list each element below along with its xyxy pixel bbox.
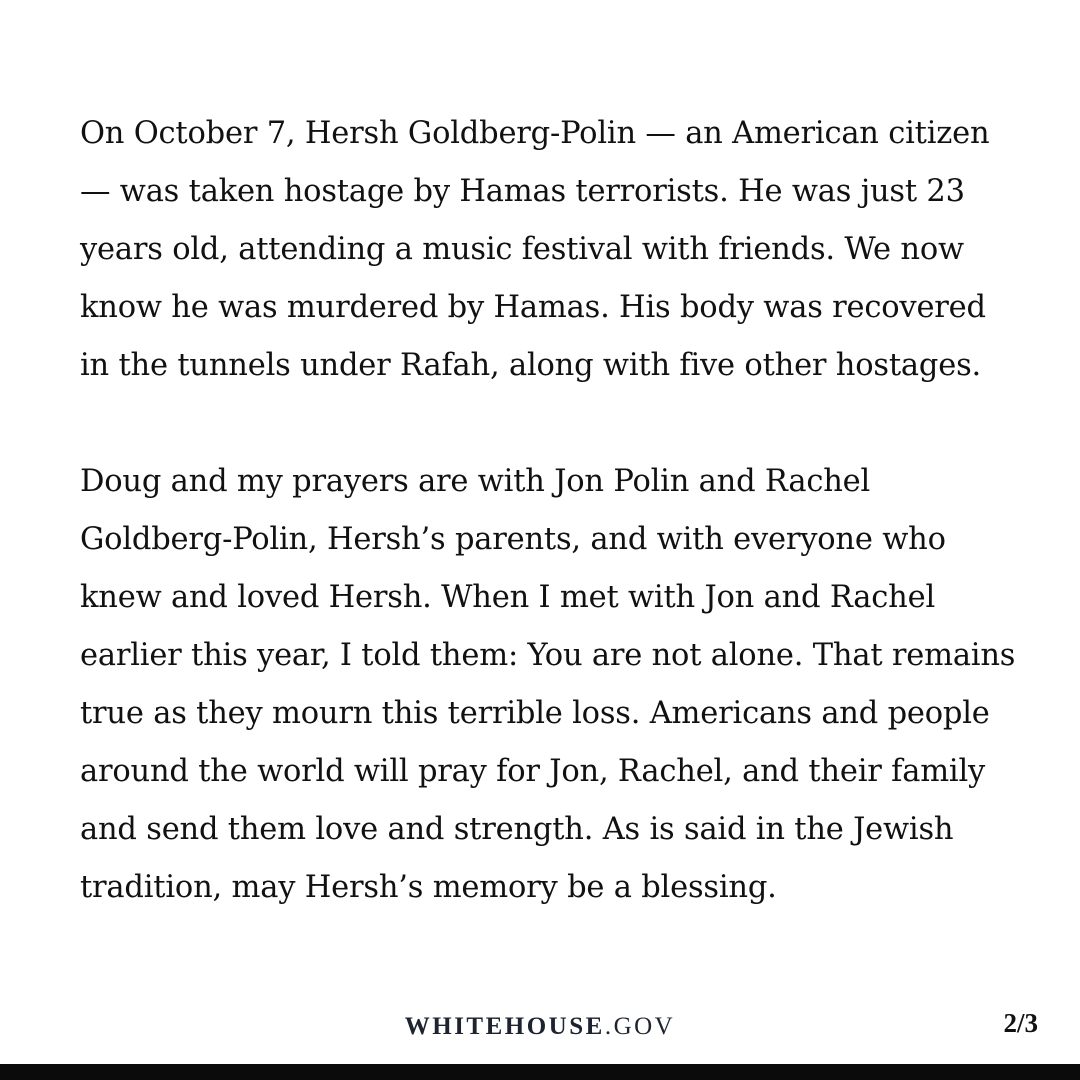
paragraph-line: — was taken hostage by Hamas terrorists. He was just 23 [80, 174, 965, 209]
paragraph-line: tradition, may Hersh’s memory be a blessing. [80, 870, 777, 905]
statement-body [80, 105, 1016, 917]
paragraph-line: know he was murdered by Hamas. His body was recovered [80, 290, 986, 325]
paragraph-line: years old, attending a music festival with friends. We now [80, 232, 964, 267]
bottom-bar [0, 1064, 1080, 1080]
statement-paragraph-1 [80, 105, 1010, 395]
paragraph-line: Doug and my prayers are with Jon Polin and Rachel [80, 464, 871, 499]
paragraph-line: On October 7, Hersh Goldberg-Polin — an American citizen [80, 116, 990, 151]
paragraph-line: in the tunnels under Rafah, along with five other hostages. [80, 348, 982, 383]
paragraph-line: earlier this year, I told them: You are not alone. That remains [80, 638, 1016, 673]
paragraph-line: and send them love and strength. As is said in the Jewish [80, 812, 954, 847]
paragraph-line: true as they mourn this terrible loss. Americans and people [80, 696, 990, 731]
paragraph-line: around the world will pray for Jon, Rachel, and their family [80, 754, 986, 789]
paragraph-line: knew and loved Hersh. When I met with Jon and Rachel [80, 580, 936, 615]
brand-suffix-text: .GOV [604, 1013, 676, 1040]
brand-main-text: WHITEHOUSE [404, 1013, 605, 1040]
whitehouse-gov-wordmark [0, 1010, 1080, 1044]
page-indicator: 2/3 [1003, 1008, 1038, 1038]
statement-paragraph-2 [80, 453, 1016, 917]
paragraph-line: Goldberg-Polin, Hersh’s parents, and with everyone who [80, 522, 946, 557]
